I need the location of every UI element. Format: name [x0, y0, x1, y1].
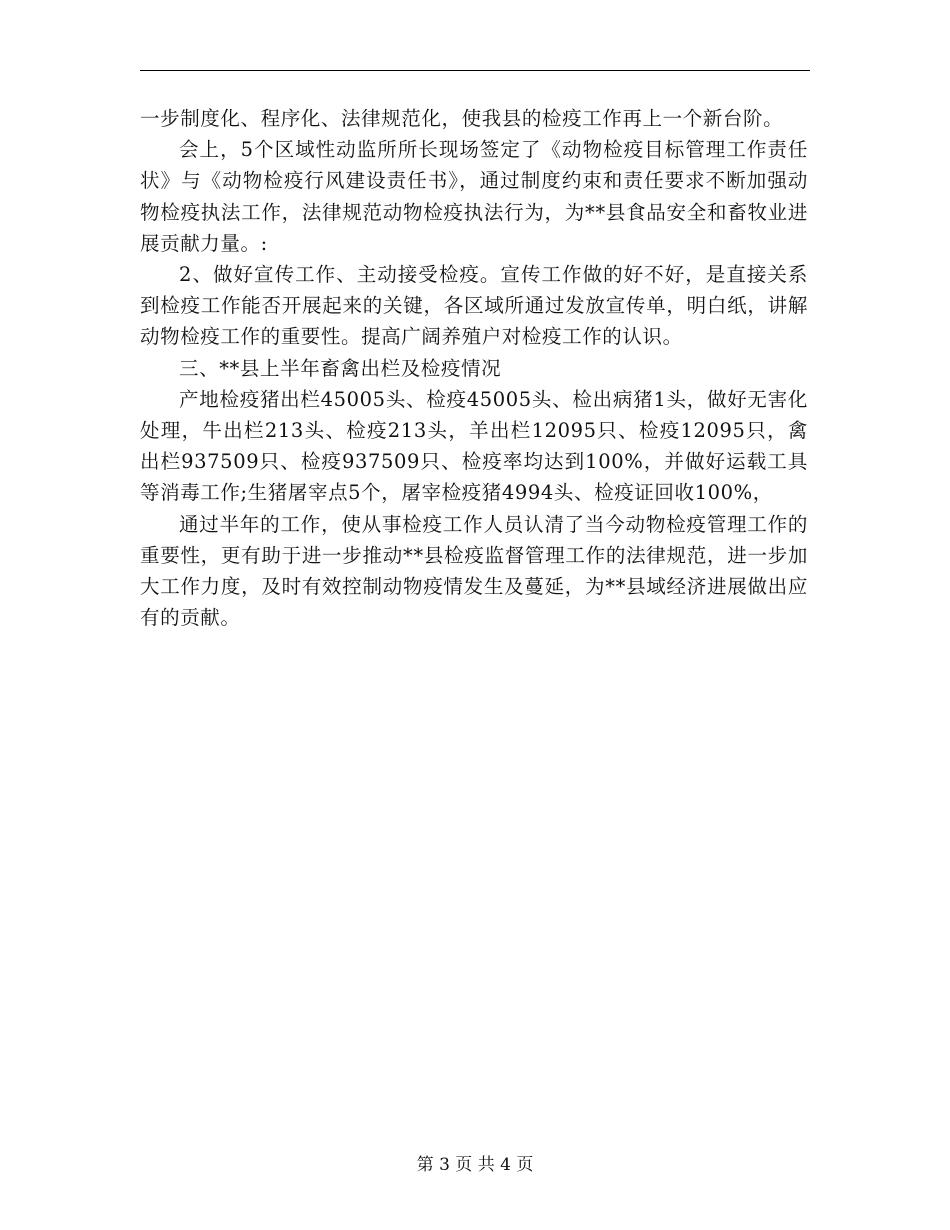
- section-heading: 三、**县上半年畜禽出栏及检疫情况: [179, 356, 502, 380]
- page-number-footer: 第 3 页 共 4 页: [416, 1155, 534, 1175]
- paragraph: 一步制度化、程序化、法律规范化，使我县的检疫工作再上一个新台阶。: [140, 107, 784, 130]
- paragraph: 会上，5个区域性动监所所长现场签定了《动物检疫目标管理工作责任状》与《动物检疫行风建设责任书》，通过制度约束和责任要求不断加强动物检疫执法工作，法律规范动物检疫执法行为，为**县食品安全和畜牧业进展贡献力量。:: [140, 138, 808, 255]
- document-body: [140, 103, 808, 633]
- header-rule: [140, 70, 810, 71]
- paragraph: 通过半年的工作，使从事检疫工作人员认清了当今动物检疫管理工作的重要性，更有助于进一步推动**县检疫监督管理工作的法律规范，进一步加大工作力度，及时有效控制动物疫情发生及蔓延，为**县域经济进展做出应有的贡献。: [140, 512, 808, 630]
- paragraph: 产地检疫猪出栏45005头、检疫45005头、检出病猪1头，做好无害化处理，牛出栏213头、检疫213头，羊出栏12095只、检疫12095只，禽出栏937509只、检疫937509只、检疫率均达到100%，并做好运载工具等消毒工作;生猪屠宰点5个，屠宰检疫猪4994头、检疫证回收100%，: [140, 387, 808, 505]
- paragraph: 2、做好宣传工作、主动接受检疫。宣传工作做的好不好，是直接关系到检疫工作能否开展起来的关键，各区域所通过发放宣传单，明白纸，讲解动物检疫工作的重要性。提高广阔养殖户对检疫工作的认识。: [140, 263, 808, 349]
